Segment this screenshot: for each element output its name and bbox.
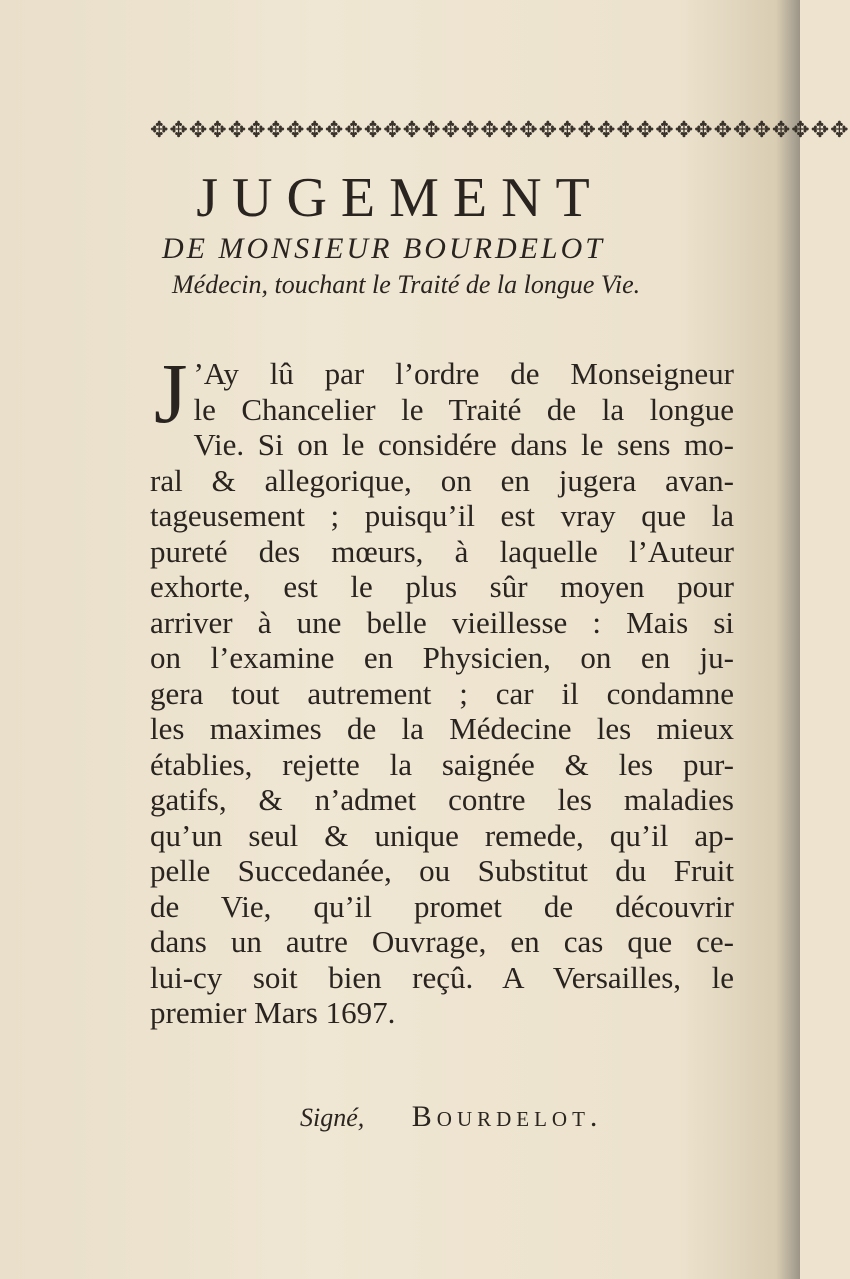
text-line: ral & allegorique, on en jugera avan- <box>150 462 734 498</box>
signature-label: Signé, <box>300 1103 365 1132</box>
text-line: exhorte, est le plus sûr moyen pour <box>150 569 734 604</box>
text-line: dans un autre Ouvrage, en cas que ce- <box>150 924 734 959</box>
text-line: tageusement ; puisqu’il est vray que la <box>150 498 734 533</box>
text-line: les maximes de la Médecine les mieux <box>150 711 734 746</box>
page-subtitle: DE MONSIEUR BOURDELOT <box>162 232 605 265</box>
text-line: gatifs, & n’admet contre les maladies <box>150 782 734 817</box>
text-line: premier Mars 1697. <box>150 995 396 1030</box>
drop-cap: J <box>154 345 188 441</box>
signature-name: Bourdelot. <box>411 1100 603 1133</box>
text-line: établies, rejette la saignée & les pur- <box>150 746 734 782</box>
body-text <box>150 345 734 1031</box>
page-title: JUGEMENT <box>196 167 604 229</box>
text-line: qu’un seul & unique remede, qu’il ap- <box>150 817 734 853</box>
text-line: Vie. Si on le considére dans le sens mo- <box>193 427 734 462</box>
text-line: arriver à une belle vieillesse : Mais si <box>150 604 734 640</box>
text-line: gera tout autrement ; car il condamne <box>150 675 734 711</box>
text-line: le Chancelier le Traité de la longue <box>193 391 734 427</box>
text-line: lui-cy soit bien reçû. A Versailles, le <box>150 959 734 995</box>
signature-line <box>300 1100 720 1134</box>
ornament-band: ✥✥✥✥✥✥✥✥✥✥✥✥✥✥✥✥✥✥✥✥✥✥✥✥✥✥✥✥✥✥✥✥✥✥✥✥ <box>150 118 850 143</box>
text-line: on l’examine en Physicien, on en ju- <box>150 640 734 675</box>
text-line: de Vie, qu’il promet de découvrir <box>150 888 734 924</box>
subtitle-continuation: Médecin, touchant le Traité de la longue Vie. <box>172 270 641 299</box>
text-line: pelle Succedanée, ou Substitut du Fruit <box>150 853 734 888</box>
text-line: pureté des mœurs, à laquelle l’Auteur <box>150 533 734 569</box>
text-line: ’Ay lû par l’ordre de Monseigneur <box>193 356 734 391</box>
